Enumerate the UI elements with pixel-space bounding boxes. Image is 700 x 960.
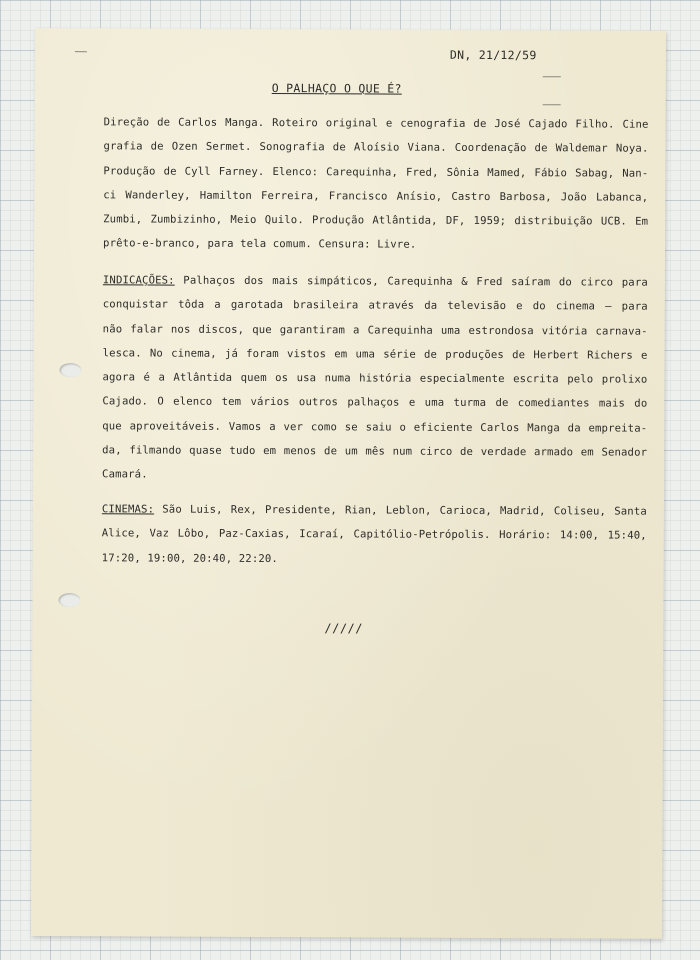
credits-paragraph — [103, 110, 649, 258]
cinemas-line: 17:20, 19:00, 20:40, 22:20. — [101, 551, 278, 565]
indicacoes-line: lesca. No cinema, já foram vistos em uma série de produções de Herbert Richers e — [102, 347, 648, 362]
document-title: O PALHAÇO O QUE É? — [271, 81, 402, 96]
indicacoes-line: da, filmando quase tudo em menos de um mês num circo de verdade armado em Senador — [102, 444, 648, 459]
credits-line: Direção de Carlos Manga. Roteiro original e cenografia de José Cajado Filho. Cine — [103, 116, 649, 131]
end-mark: ///// — [324, 621, 364, 636]
credits-line: grafia de Ozen Sermet. Sonografia de Aloísio Viana. Coordenação de Waldemar Noya. — [103, 140, 649, 155]
document-date: DN, 21/12/59 — [449, 47, 537, 63]
margin-mark — [543, 104, 561, 105]
punch-hole — [58, 593, 80, 607]
indicacoes-line: que aproveitáveis. Vamos a ver como se saiu o eficiente Carlos Manga da empreita- — [102, 420, 648, 435]
indicacoes-paragraph — [102, 268, 648, 489]
indicacoes-line: Camará. — [102, 468, 148, 481]
credits-line: Produção de Cyll Farney. Elenco: Carequinha, Fred, Sônia Mamed, Fábio Sabag, Nan- — [103, 164, 649, 180]
indicacoes-line: não falar nos discos, que garantiram a Carequinha uma estrondosa vitória carnava- — [102, 322, 648, 338]
indicacoes-line — [103, 268, 648, 295]
credits-line: ci Wanderley, Hamilton Ferreira, Francisco Anísio, Castro Barbosa, João Labanca, — [103, 189, 649, 204]
cinemas-label: CINEMAS: — [101, 503, 155, 516]
margin-mark — [75, 51, 87, 52]
margin-mark — [543, 76, 561, 77]
cinemas-line — [102, 497, 647, 524]
cinemas-text: São Luis, Rex, Presidente, Rian, Leblon, Carioca, Madrid, Coliseu, Santa — [154, 503, 647, 518]
indicacoes-line: agora é a Atlântida quem os usa numa história especialmente escrita pelo prolixo — [102, 371, 648, 386]
indicacoes-line: conquistar tôda a garotada brasileira através da televisão e do cinema — para — [102, 298, 648, 313]
cinemas-paragraph — [102, 497, 647, 572]
typewritten-page — [31, 28, 666, 939]
cinemas-line: Alice, Vaz Lôbo, Paz-Caxias, Icaraí, Capitólio-Petrópolis. Horário: 14:00, 15:40, — [101, 527, 647, 542]
indicacoes-text: Palhaços dos mais simpáticos, Carequinha & Fred saíram do circo para — [174, 274, 648, 289]
credits-line: Zumbi, Zumbizinho, Meio Quilo. Produção Atlântida, DF, 1959; distribuição UCB. Em — [103, 213, 649, 228]
credits-line: prêto-e-branco, para tela comum. Censura: Livre. — [103, 237, 417, 252]
indicacoes-line: Cajado. O elenco tem vários outros palhaços e uma turma de comediantes mais do — [102, 395, 648, 411]
indicacoes-label: INDICAÇÕES: — [102, 274, 175, 287]
punch-hole — [59, 363, 81, 377]
